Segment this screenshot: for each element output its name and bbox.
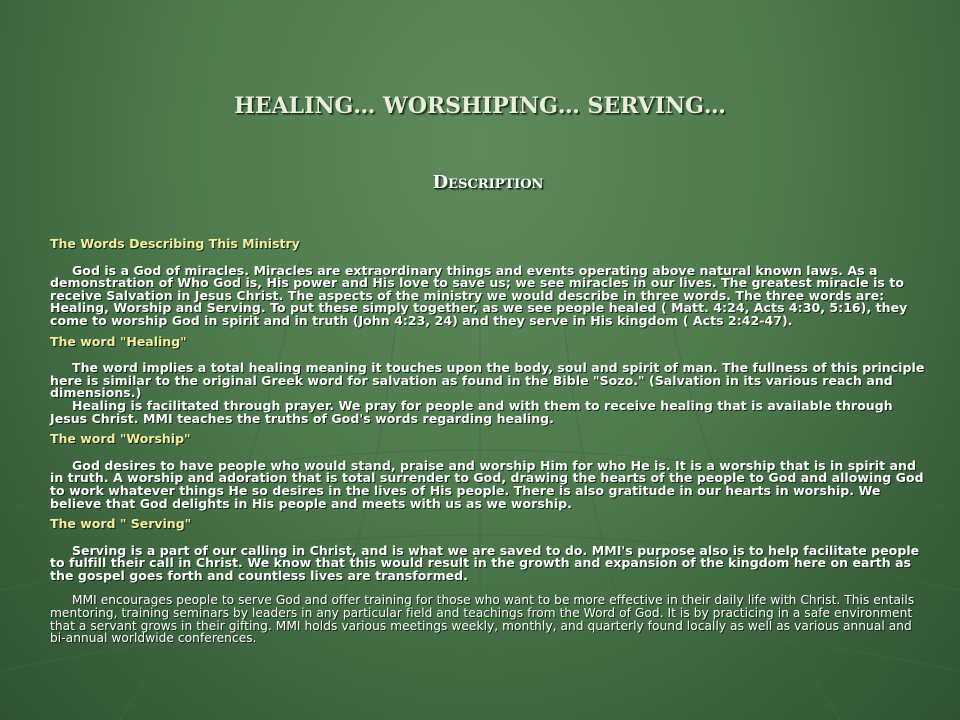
section-heading-ministry: The Words Describing This Ministry [50, 236, 300, 251]
section-heading-healing: The word "Healing" [50, 333, 187, 349]
paragraph-ministry [50, 262, 930, 328]
slide-subtitle: Description [432, 172, 544, 193]
paragraph-serving-1-text: Serving is a part of our calling in Christ, and is what we are saved to do. MMI's purpose also is to help facilitate people to fulfill their call in Christ. We know that this would result in the growth and expansion of the kingdom here on earth as the gospel goes forth and countless lives are transformed. [50, 542, 920, 583]
paragraph-healing-2-text: Healing is facilitated through prayer. We pray for people and with them to receive healing that is available through Jesus Christ. MMI teaches the truths of God's words regarding healing. [50, 397, 893, 426]
paragraph-worship [50, 457, 930, 511]
paragraph-healing-1-text: The word implies a total healing meaning it touches upon the body, soul and spirit of man. The fullness of this principle here is similar to the original Greek word for salvation as found in the Bible "Sozo." (Salvation in its various reach and dimensions.) [50, 360, 925, 401]
paragraph-ministry-text: God is a God of miracles. Miracles are extraordinary things and events operating above natural known laws. As a demonstration of Who God is, His power and His love to save us; we see miracles in our lives. The greatest miracle is to receive Salvation in Jesus Christ. The aspects of the ministry we would describe in three words. The three words are: Healing, Worship and Serving. To put these simply together, as we see people healed ( Matt. 4:24, Acts 4:30, 5:16), they come to worship God in spirit and in truth (John 4:23, 24) and they serve in His kingdom ( Acts 2:42-47). [50, 262, 908, 328]
paragraph-serving-2 [50, 594, 930, 644]
section-heading-serving: The word " Serving" [50, 516, 192, 532]
paragraph-healing-2 [50, 397, 930, 426]
paragraph-healing-1 [50, 362, 930, 400]
slide-title: HEALING… WORSHIPING… SERVING… [234, 93, 726, 119]
paragraph-serving-1 [50, 542, 930, 583]
description-content [50, 238, 930, 645]
paragraph-worship-text: God desires to have people who would stand, praise and worship Him for who He is. It is a worship that is in spirit and in truth. A worship and adoration that is total surrender to God, drawing the hearts of the people to God and allowing God to work whatever things He so desires in the lives of His people. There is also gratitude in our hearts in worship. We believe that God delights in His people and meets with us as we worship. [50, 457, 924, 511]
paragraph-serving-2-text: MMI encourages people to serve God and offer training for those who want to be more effective in their daily life with Christ. This entails mentoring, training seminars by leaders in any particular field and teachings from the Word of God. It is by practicing in a safe environment that a servant grows in their gifting. MMI holds various meetings weekly, monthly, and quarterly found locally as well as various annual and bi-annual worldwide conferences. [50, 593, 915, 646]
section-heading-worship: The word "Worship" [50, 431, 191, 447]
